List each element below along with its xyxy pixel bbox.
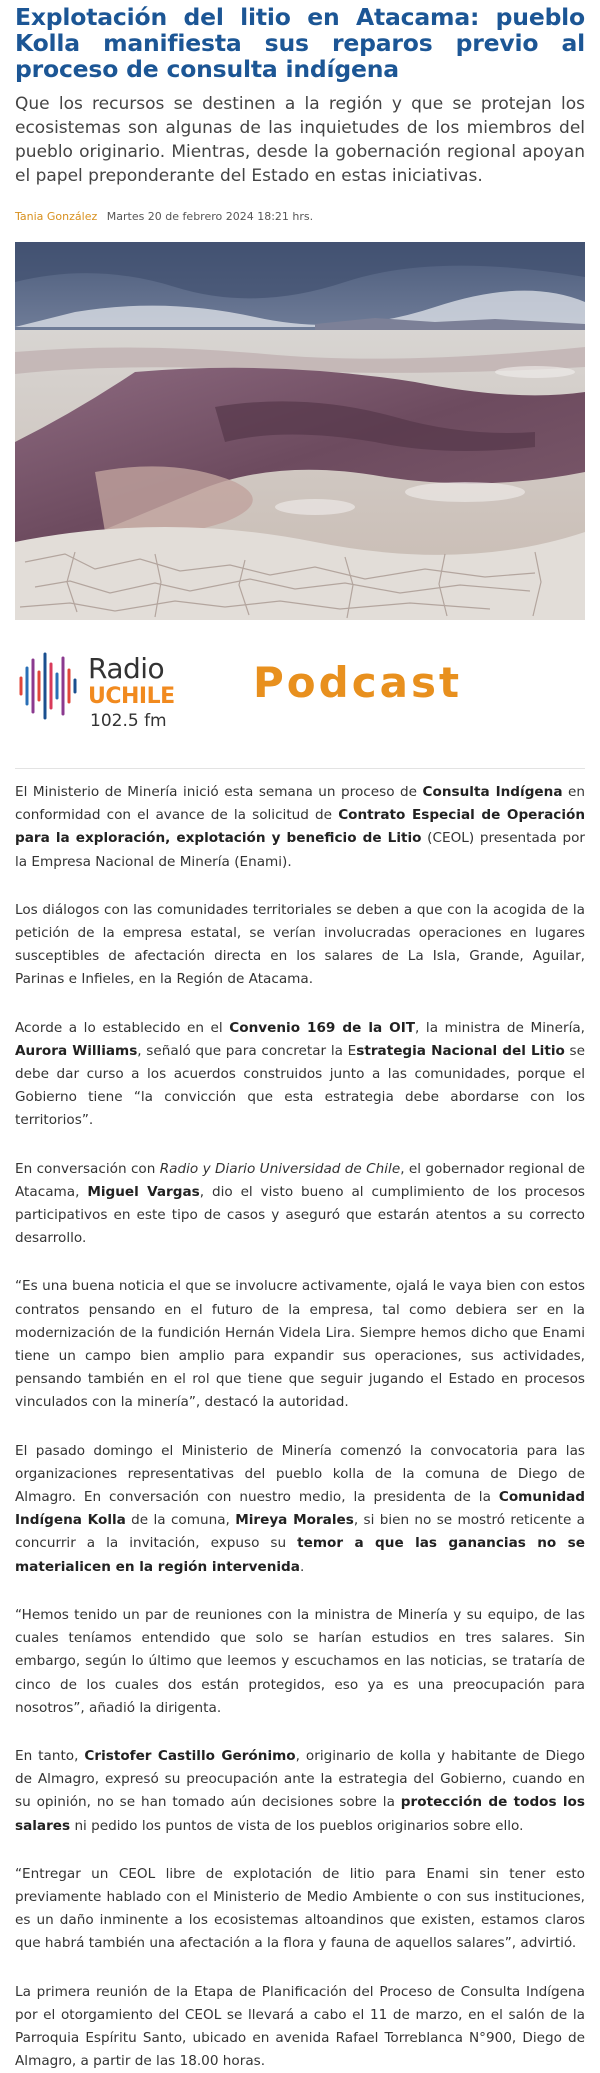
paragraph-3: Acorde a lo establecido en el Convenio 169 de la OIT, la ministra de Minería, Aurora Williams, señaló que para concretar la Estrategia Nacional del Litio se debe dar curso a los acuerdos construidos junto a las comunidades, porque el Gobierno tiene “la convicción que esta estrategia debe abordarse con los territorios”. — [15, 1019, 586, 1129]
byline — [15, 210, 585, 224]
podcast-label: Podcast — [253, 658, 463, 707]
paragraph-2: Los diálogos con las comunidades territoriales se deben a que con la acogida de la petición de la empresa estatal, se verían involucradas operaciones en lugares susceptibles de afectación directa en los salares de La Isla, Grande, Aguilar, Parinas e Infieles, en la Región de Atacama. — [15, 901, 585, 988]
logo-frequency-text: 102.5 fm — [90, 711, 167, 731]
paragraph-4: En conversación con Radio y Diario Universidad de Chile, el gobernador regional de Atacama, Miguel Vargas, dio el visto bueno al cumplimiento de los procesos participativos en este tipo de casos y aseguró que estarán atentos a su correcto desarrollo. — [15, 1160, 586, 1247]
logo-uchile-text: UCHILE — [88, 684, 175, 709]
paragraph-1: El Ministerio de Minería inició esta semana un proceso de Consulta Indígena en conformidad con el avance de la solicitud de Contrato Especial de Operación para la exploración, explotación y beneficio de Litio (CEOL) presentada por la Empresa Nacional de Minería (Enami). — [15, 784, 586, 870]
headline: Explotación del litio en Atacama: pueblo Kolla manifiesta sus reparos previo al proceso de consulta indígena — [15, 3, 585, 83]
article-body — [15, 781, 585, 2073]
paragraph-7: “Hemos tenido un par de reuniones con la ministra de Minería y su equipo, de las cuales teníamos entendido que solo se harían estudios en tres salares. Sin embargo, según lo último que leemos y escuchamos en las noticias, se trataría de cinco de los cuales dos están protegidos, eso ya es una preocupación para nosotros”, añadió la dirigenta. — [15, 1606, 585, 1716]
paragraph-10: La primera reunión de la Etapa de Planificación del Proceso de Consulta Indígena por el otorgamiento del CEOL se llevará a cabo el 11 de marzo, en el salón de la Parroquia Espíritu Santo, ubicado en avenida Rafael Torreblanca N°900, Diego de Almagro, a partir de las 18.00 horas. — [15, 1983, 585, 2070]
radio-uchile-logo-icon — [17, 650, 85, 722]
author-link[interactable]: Tania González — [15, 210, 98, 223]
paragraph-6: El pasado domingo el Ministerio de Minería comenzó la convocatoria para las organizaciones representativas del pueblo kolla de la comuna de Diego de Almagro. En conversación con nuestro medio, la presidenta de la Comunidad Indígena Kolla de la comuna, Mireya Morales, si bien no se mostró reticente a concurrir a la invitación, expuso su temor a que las ganancias no se materialicen en la región intervenida. — [15, 1442, 585, 1575]
logo-radio-text: Radio — [88, 652, 165, 685]
paragraph-8: En tanto, Cristofer Castillo Gerónimo, originario de kolla y habitante de Diego de Almagro, expresó su preocupación ante la estrategia del Gobierno, cuando en su opinión, no se han tomado aún decisiones sobre la protección de todos los salares ni pedido los puntos de vista de los pueblos originarios sobre ello. — [15, 1747, 586, 1834]
publish-date: Martes 20 de febrero 2024 18:21 hrs. — [106, 210, 314, 223]
paragraph-9: “Entregar un CEOL libre de explotación de litio para Enami sin tener esto previamente hablado con el Ministerio de Medio Ambiente o con sus instituciones, es un daño inminente a los ecosistemas altoandinos que existen, estamos claros que habrá también una afectación a la flora y fauna de aquellos salares”, advirtió. — [15, 1865, 585, 1952]
salt-flat-photo-icon — [15, 242, 585, 620]
lede: Que los recursos se destinen a la región y que se protejan los ecosistemas son algunas de las inquietudes de los miembros del pueblo originario. Mientras, desde la gobernación regional apoyan el papel preponderante del Estado en estas iniciativas. — [15, 94, 585, 186]
podcast-banner[interactable] — [15, 638, 585, 769]
paragraph-5: “Es una buena noticia el que se involucre activamente, ojalá le vaya bien con estos contratos pensando en el futuro de la empresa, tal como debiera ser en la modernización de la fundición Hernán Videla Lira. Siempre hemos dicho que Enami tiene un campo bien amplio para expandir sus operaciones, sus actividades, pensando también en el rol que tiene que seguir jugando el Estado en procesos vinculados con la minería”, destacó la autoridad. — [15, 1278, 585, 1411]
